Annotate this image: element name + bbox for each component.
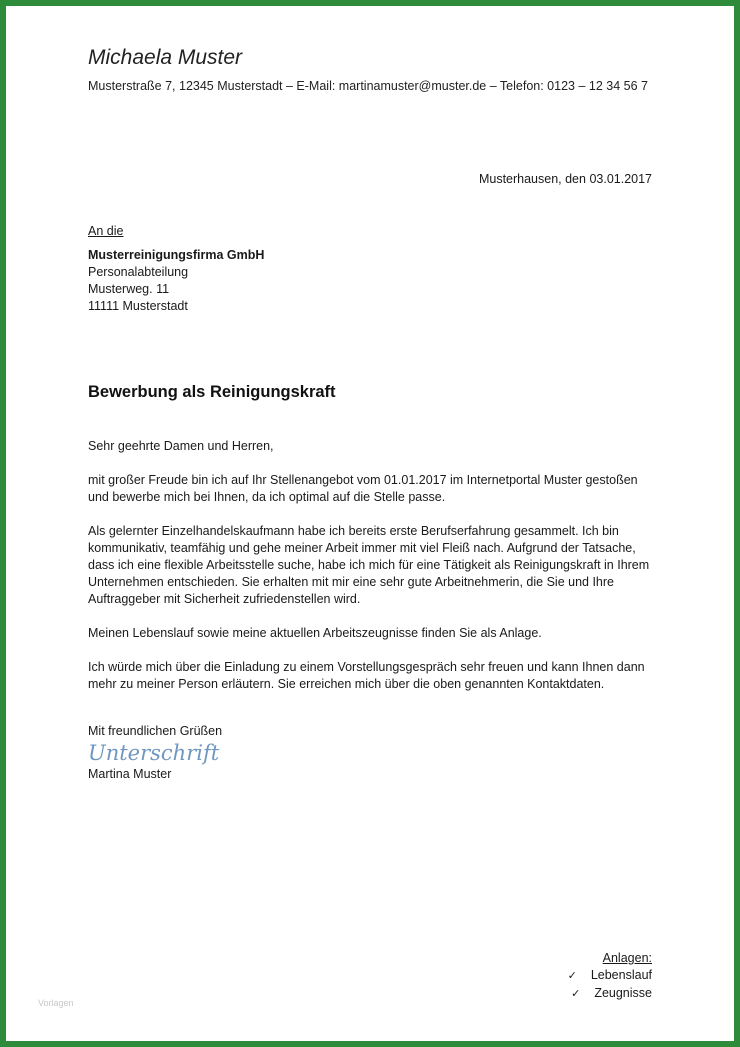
attachment-item [568,985,652,1003]
signer-name: Martina Muster [88,767,172,781]
closing-greeting: Mit freundlichen Grüßen [88,724,223,738]
sender-contact-line: Musterstraße 7, 12345 Musterstadt – E-Mail: martinamuster@muster.de – Telefon: 0123 – 12 34 56 7 [88,79,648,93]
attachments-block [568,950,652,1003]
closing-block [88,723,222,783]
body-paragraph: Ich würde mich über die Einladung zu einem Vorstellungsgespräch sehr freuen und kann Ihnen dann mehr zu meiner Person erläutern. Sie erreichen mich über die oben genannten Kontaktdaten. [88,660,645,691]
recipient-block [88,223,264,315]
recipient-street: Musterweg. 11 [88,282,170,296]
recipient-company: Musterreinigungsfirma GmbH [88,248,265,262]
sender-name: Michaela Muster [88,46,243,69]
recipient-label: An die [88,224,124,238]
body-paragraph: mit großer Freude bin ich auf Ihr Stellenangebot vom 01.01.2017 im Internetportal Muster gestoßen und bewerbe mich bei Ihnen, da ich optimal auf die Stelle passe. [88,473,638,504]
attachments-label: Anlagen: [602,951,652,965]
letter-body [88,438,658,710]
check-icon: ✓ [567,970,577,982]
letter-page [6,6,734,1041]
date-line: Musterhausen, den 03.01.2017 [478,172,652,186]
recipient-department: Personalabteilung [88,265,189,279]
attachment-item-label: Lebenslauf [590,968,652,982]
attachment-item-label: Zeugnisse [594,986,652,1000]
subject-line: Bewerbung als Reinigungskraft [88,383,336,401]
check-icon: ✓ [571,988,581,1000]
signature: Unterschrift [88,741,220,765]
attachment-item [568,967,652,985]
salutation: Sehr geehrte Damen und Herren, [88,439,274,453]
body-paragraph: Meinen Lebenslauf sowie meine aktuellen Arbeitszeugnisse finden Sie als Anlage. [88,626,542,640]
recipient-city: 11111 Musterstadt [88,299,188,313]
body-paragraph: Als gelernter Einzelhandelskaufmann habe ich bereits erste Berufserfahrung gesammelt. Ich bin kommunikativ, teamfähig und gehe meiner Arbeit immer mit viel Fleiß nach. Aufgrund der Tatsache, dass ich eine flexible Arbeitsstelle suche, habe ich mich für eine Tätigkeit als Reinigungskraft in Ihrem Unternehmen entschieden. Sie erhalten mit mir eine sehr gute Arbeitnehmerin, die Sie und Ihre Auftraggeber mit Sicherheit zufriedenstellen wird. [88,524,650,606]
watermark: Vorlagen [38,998,74,1008]
